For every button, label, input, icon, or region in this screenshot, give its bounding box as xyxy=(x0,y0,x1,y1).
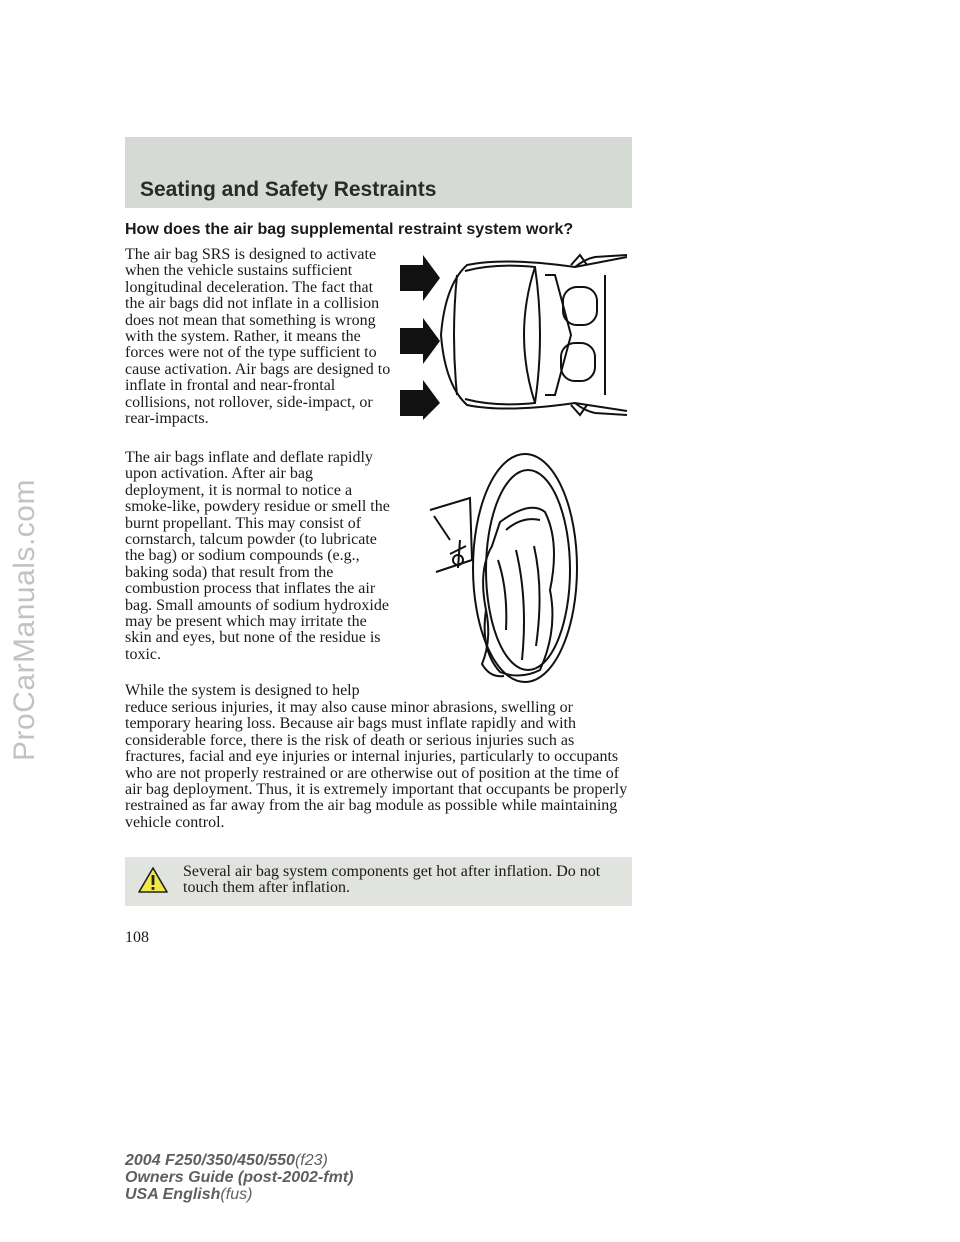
frontal-impact-illustration xyxy=(395,245,631,420)
impact-arrow-icon xyxy=(400,380,440,420)
impact-arrow-icon xyxy=(400,318,440,364)
watermark xyxy=(2,420,48,820)
question-heading: How does the air bag supplemental restraint system work? xyxy=(125,221,574,238)
paragraph-risk: reduce serious injuries, it may also cause minor abrasions, swelling or temporary hearing loss. Because air bags must inflate rapidly and with considerable force, there is the risk of death or serious injuries such as fractures, facial and eye injuries or internal injuries, particularly to occupants who are not properly restrained or are otherwise out of position at the time of air bag deployment. Thus, it is extremely important that occupants be properly restrained as far away from the air bag module as possible while maintaining vehicle control. xyxy=(125,699,628,831)
paragraph-deployment: The air bags inflate and deflate rapidly upon activation. After air bag deployment, it is normal to notice a smoke-like, powdery residue or smell the burnt propellant. This may consist of cornstarch, talcum powder (to lubricate the bag) or sodium compounds (e.g., baking soda) that result from the combustion process that inflates the air bag. Small amounts of sodium hydroxide may be present which may irritate the skin and eyes, but none of the residue is toxic. xyxy=(125,449,390,663)
paragraph-risk-start: While the system is designed to help xyxy=(125,682,360,699)
footer-model-line xyxy=(125,1152,353,1169)
footer-language-code: (fus) xyxy=(220,1186,253,1203)
footer-language-line xyxy=(125,1186,353,1203)
document-footer xyxy=(125,1152,353,1203)
footer-model: 2004 F250/350/450/550 xyxy=(125,1152,295,1169)
warning-triangle-icon xyxy=(137,866,169,894)
footer-guide: Owners Guide (post-2002-fmt) xyxy=(125,1169,354,1186)
section-title: Seating and Safety Restraints xyxy=(140,178,437,201)
impact-arrow-icon xyxy=(400,255,440,301)
footer-model-code: (f23) xyxy=(294,1152,328,1169)
page-number: 108 xyxy=(125,929,149,946)
warning-text: Several air bag system components get hot after inflation. Do not touch them after inflation. xyxy=(183,863,601,897)
paragraph-activation: The air bag SRS is designed to activate when the vehicle sustains sufficient longitudinal deceleration. The fact that the air bags did not inflate in a collision does not mean that something is wrong with the system. Rather, it means the forces were not of the type sufficient to cause activation. Air bags are designed to inflate in frontal and near-frontal collisions, not rollover, side-impact, or rear-impacts. xyxy=(125,246,391,428)
footer-language: USA English xyxy=(125,1186,221,1203)
steering-wheel-airbag-illustration xyxy=(420,450,585,695)
watermark-text: ProCarManuals.com xyxy=(8,479,41,761)
